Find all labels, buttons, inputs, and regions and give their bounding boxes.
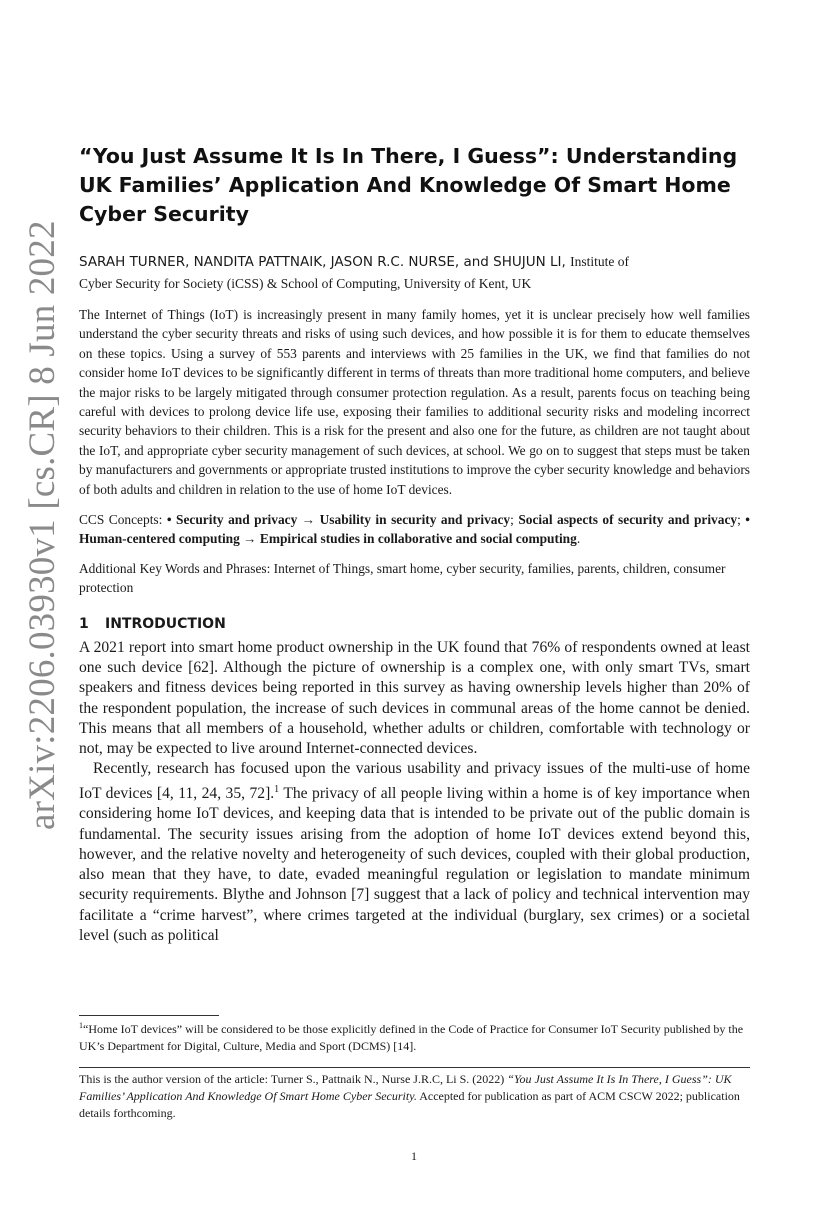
footnote-mark: 1 <box>79 1021 83 1030</box>
ccs-term: Security and privacy → Usability in security and privacy <box>176 512 511 528</box>
footnote-divider <box>79 1015 219 1016</box>
author-names: SARAH TURNER, NANDITA PATTNAIK, JASON R.C. NURSE, and SHUJUN LI, <box>79 254 566 270</box>
page-number: 1 <box>411 1149 417 1163</box>
paragraph-text: The privacy of all people living within a home is of key importance when considering home IoT devices, and keeping data that is intended to be private out of the public domain is fundamental. The security issues arising from the adoption of home IoT devices extend beyond this, however, and the relative novelty and heterogeneity of such devices, coupled with their global production, also mean that they have, to date, evaded meaningful regulation or legislation to mandate minimum security requirements. Blythe and Johnson [7] suggest that a lack of policy and technical intervention may facilitate a “crime harvest”, where crimes targeted at the individual (burglary, sex crimes) or a societal level (such as political <box>79 784 750 945</box>
note-prefix: This is the author version of the article: Turner S., Pattnaik N., Nurse J.R.C, Li S. (2022) <box>79 1072 508 1086</box>
ccs-concepts <box>79 510 750 549</box>
section-title: INTRODUCTION <box>105 615 226 632</box>
body-paragraph: A 2021 report into smart home product ownership in the UK found that 76% of respondents owned at least one such device [62]. Although the picture of ownership is a complex one, with only smart TVs, smart speakers and fitness devices being reported in this survey as having ownership levels higher than 20% of the respondent population, the increase of such devices in communal areas of the home cannot be denied. This means that all members of a household, whether adults or children, comfortable with technology or not, may be expected to live around Internet-connected devices. <box>79 638 750 758</box>
footnote-text: “Home IoT devices” will be considered to be those explicitly defined in the Code of Practice for Consumer IoT Security published by the UK’s Department for Digital, Culture, Media and Sport (DCMS) [14]. <box>79 1022 744 1053</box>
note-suffix: Accepted for publication as part of ACM CSCW 2022; publication details forthcoming. <box>79 1089 740 1120</box>
author-note-divider <box>79 1067 750 1068</box>
ccs-term: Social aspects of security and privacy <box>518 512 738 528</box>
main-content <box>79 142 750 946</box>
arxiv-stamp: arXiv:2206.03930v1 [cs.CR] 8 Jun 2022 <box>22 220 63 830</box>
ccs-label: CCS Concepts: <box>79 512 167 528</box>
ccs-term: Human-centered computing → Empirical studies in collaborative and social computing <box>79 531 577 547</box>
footnote <box>79 1017 750 1055</box>
author-list <box>79 251 750 273</box>
ccs-separator: ; <box>510 512 519 528</box>
ccs-separator: ; <box>737 512 746 528</box>
keywords: Additional Key Words and Phrases: Internet of Things, smart home, cyber security, families, parents, children, consumer protection <box>79 560 726 596</box>
body-paragraph <box>79 759 750 946</box>
ccs-bullet: • <box>166 512 176 528</box>
affiliation: Cyber Security for Society (iCSS) & School of Computing, University of Kent, UK <box>79 276 532 291</box>
paragraph-text: Recently, research has focused upon the various usability and privacy issues of the multi-use of home IoT devices [4, 11, 24, 35, 72]. <box>79 760 750 802</box>
footnote-ref[interactable]: 1 <box>274 783 280 795</box>
section-heading <box>79 614 750 634</box>
affiliation-start: Institute of <box>570 254 629 269</box>
abstract: The Internet of Things (IoT) is increasingly present in many family homes, yet it is unclear precisely how well families understand the cyber security threats and risks of using such devices, and how possible it is for them to educate themselves on these topics. Using a survey of 553 parents and interviews with 25 families in the UK, we find that families do not consider home IoT devices to be significantly different in terms of threats than more traditional home computers, and believe the major risks to be largely mitigated through consumer protection regulation. As a result, parents focus on teaching being careful with devices to prolong device life use, exposing their families to additional security risks and modeling incorrect security behaviors to their children. This is a risk for the present and also one for the future, as children are not taught about the IoT, and appropriate cyber security management of such devices, at school. We go on to suggest that steps must be taken by manufacturers and governments or appropriate trusted institutions to improve the cyber security knowledge and behaviors of both adults and children in relation to the use of home IoT devices. <box>79 307 750 497</box>
note-article-title: “You Just Assume It Is In There, I Guess”: UK Families’ Application And Knowledge Of Smart Home Cyber Security. <box>79 1072 732 1103</box>
paper-title: “You Just Assume It Is In There, I Guess”: Understanding UK Families’ Application And Knowledge Of Smart Home Cyber Security <box>79 144 738 226</box>
ccs-end: . <box>576 531 581 547</box>
author-version-note <box>79 1071 750 1122</box>
ccs-bullet: • <box>745 512 750 528</box>
section-number: 1 <box>79 615 89 632</box>
